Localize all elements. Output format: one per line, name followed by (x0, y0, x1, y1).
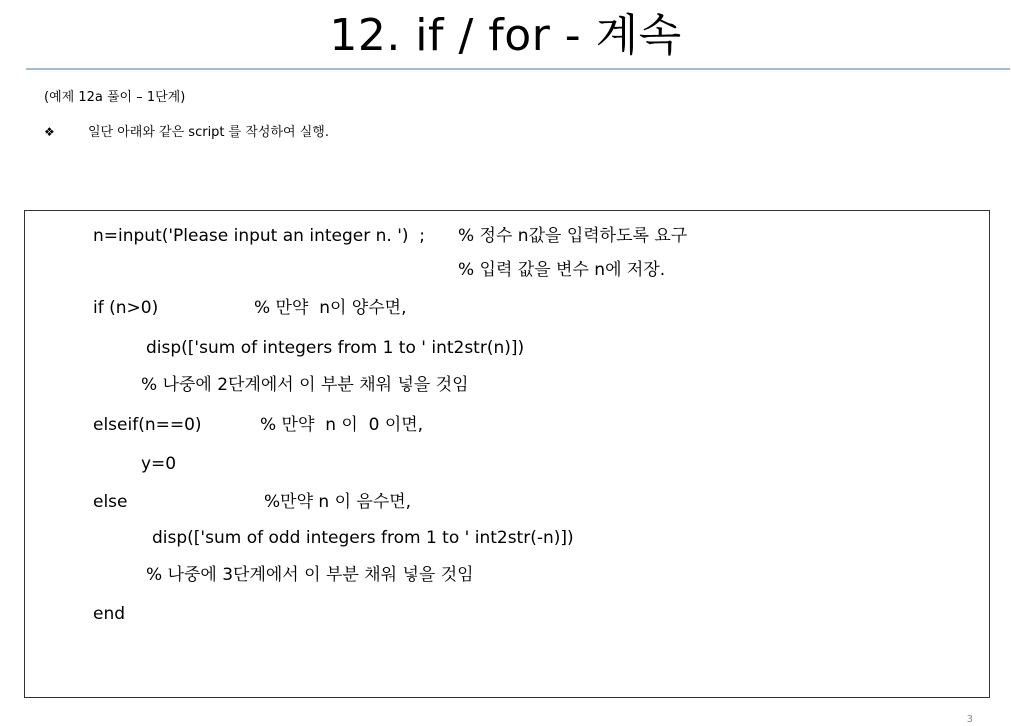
instruction-bullet (44, 123, 329, 142)
comment-input-store: % 입력 값을 변수 n에 저장. (458, 260, 666, 280)
title-divider (26, 68, 1010, 70)
instruction-text: 일단 아래와 같은 script 를 작성하여 실행. (88, 125, 329, 140)
code-line-disp-sum: disp(['sum of integers from 1 to ' int2str(n)]) (146, 338, 525, 358)
code-line-y-zero: y=0 (141, 454, 177, 474)
comment-step2: % 나중에 2단계에서 이 부분 채워 넣을 것임 (141, 375, 469, 395)
comment-elseif-zero: % 만약 n 이 0 이면, (260, 415, 424, 435)
code-line-if: if (n>0) (93, 298, 159, 318)
page-number: 3 (966, 714, 973, 725)
comment-if-positive: % 만약 n이 양수면, (254, 298, 407, 318)
code-line-input: n=input('Please input an integer n. ') ; (93, 226, 426, 246)
slide-title: 12. if / for - 계속 (329, 10, 682, 61)
code-line-disp-odd: disp(['sum of odd integers from 1 to ' int2str(-n)]) (152, 528, 574, 548)
comment-input-prompt: % 정수 n값을 입력하도록 요구 (458, 226, 688, 246)
diamond-bullet-icon: ❖ (44, 125, 55, 139)
code-line-elseif: elseif(n==0) (93, 415, 202, 435)
code-line-end: end (93, 604, 126, 624)
example-subtitle: (예제 12a 풀이 – 1단계) (44, 90, 186, 105)
comment-step3: % 나중에 3단계에서 이 부분 채워 넣을 것임 (146, 565, 474, 585)
comment-else-negative: %만약 n 이 음수면, (264, 492, 412, 512)
code-line-else: else (93, 492, 128, 512)
